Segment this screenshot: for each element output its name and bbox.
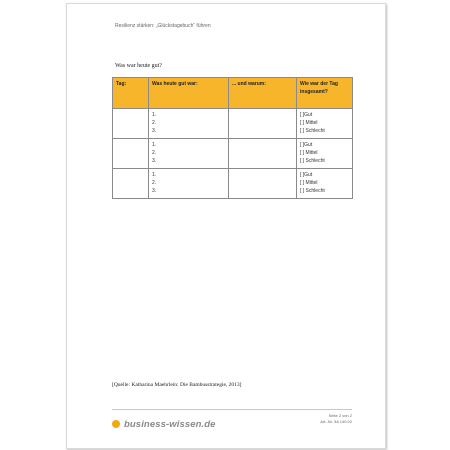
good-item: 1. [152, 172, 157, 178]
good-item: 3. [152, 188, 157, 194]
rating-option-mittel[interactable]: [ ] Mittel [300, 120, 318, 126]
rating-option-gut[interactable]: [ ]Gut [300, 142, 313, 148]
table-row [113, 169, 353, 199]
column-header-why: ... und warum: [229, 78, 297, 109]
column-header-good: Was heute gut war: [149, 78, 229, 109]
rating-cell [297, 109, 353, 139]
good-item: 3. [152, 158, 157, 164]
source-citation: [Quelle: Katharina Maehrlein: Die Bambusstrategie, 2013] [112, 382, 242, 388]
day-cell[interactable] [113, 139, 149, 169]
section-question: Was war heute gut? [115, 63, 162, 69]
logo-text: business-wissen.de [124, 418, 216, 430]
rating-option-schlecht[interactable]: [ ] Schlecht [300, 188, 325, 194]
rating-option-gut[interactable]: [ ]Gut [300, 112, 313, 118]
column-header-rating: Wie war der Tag insgesamt? [297, 78, 353, 109]
good-item: 2. [152, 120, 157, 126]
table-row [113, 109, 353, 139]
good-cell[interactable] [149, 169, 229, 199]
rating-cell [297, 169, 353, 199]
footer-divider [112, 409, 352, 410]
good-item: 3. [152, 128, 157, 134]
rating-option-gut[interactable]: [ ]Gut [300, 172, 313, 178]
why-cell[interactable] [229, 139, 297, 169]
good-cell[interactable] [149, 139, 229, 169]
column-header-day: Tag: [113, 78, 149, 109]
document-header: Resilienz stärken: „Glückstagebuch“ führen [115, 23, 211, 29]
article-number: Art.-Nr. 3A 140.02 [320, 419, 352, 424]
table-header-row [113, 78, 353, 109]
why-cell[interactable] [229, 109, 297, 139]
business-wissen-logo [112, 417, 216, 431]
good-item: 1. [152, 142, 157, 148]
good-item: 2. [152, 180, 157, 186]
rating-option-schlecht[interactable]: [ ] Schlecht [300, 128, 325, 134]
good-item: 2. [152, 150, 157, 156]
page-number: Seite 2 von 2 [328, 413, 352, 418]
rating-option-mittel[interactable]: [ ] Mittel [300, 180, 318, 186]
rating-option-mittel[interactable]: [ ] Mittel [300, 150, 318, 156]
why-cell[interactable] [229, 169, 297, 199]
day-cell[interactable] [113, 169, 149, 199]
good-cell[interactable] [149, 109, 229, 139]
rating-cell [297, 139, 353, 169]
journal-table [112, 77, 353, 199]
page-meta [320, 413, 352, 425]
logo-dot-icon [112, 420, 120, 428]
table-row [113, 139, 353, 169]
day-cell[interactable] [113, 109, 149, 139]
rating-option-schlecht[interactable]: [ ] Schlecht [300, 158, 325, 164]
document-page [66, 3, 386, 449]
good-item: 1. [152, 112, 157, 118]
